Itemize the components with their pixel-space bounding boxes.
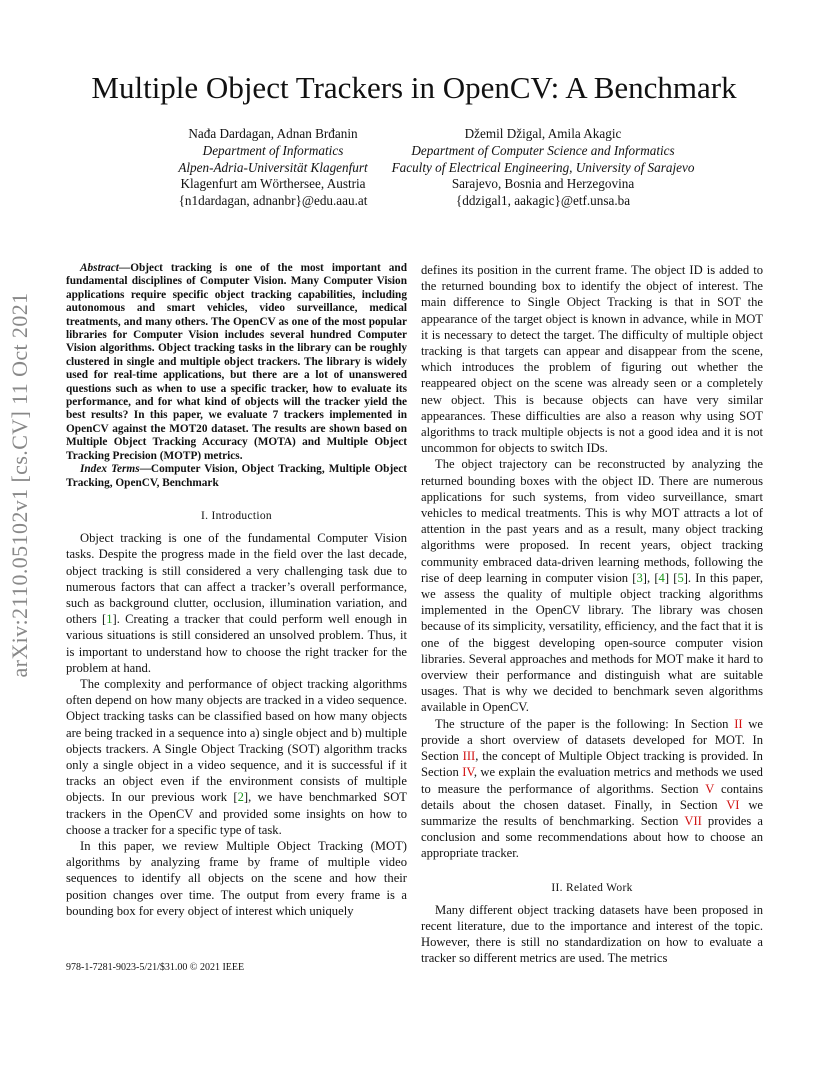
citation-link[interactable]: 3 [636, 570, 643, 585]
section-link[interactable]: III [462, 749, 476, 764]
section-heading-introduction: I. Introduction [201, 509, 272, 522]
section-link[interactable]: VII [684, 813, 702, 828]
index-terms [66, 463, 407, 490]
intro-paragraph: Object tracking is one of the fundamental Computer Vision tasks. Despite the progress made in the field over the last decade, object tracking is still considered a very challenging task due to numerous factors that can affect a tracker’s overall performance, such as background clutter, occlusion, illumination variation, and others [1]. Creating a tracker that could perform well enough in various situations is still considered an unsolved problem. Thus, it is important to understand how to choose the right tracker for the problem at hand. [66, 531, 408, 675]
section-link[interactable]: IV [462, 765, 474, 780]
abstract-label: Abstract [80, 262, 119, 274]
author-institution: Alpen-Adria-Universität Klagenfurt [178, 159, 368, 175]
author-names: Nađa Dardagan, Adnan Brđanin [188, 126, 358, 141]
intro-paragraph: The complexity and performance of object tracking algorithms often depend on how many objects are tracked in a video sequence. Object tracking tasks can be classified based on how many objects are being tracked in a sequence into a) single object and b) multiple objects trackers. A Single Object Tracking (SOT) algorithm tracks only a single object in a video sequence, and it is successful if it tracks an object even if the environment consists of multiple objects. In our previous work [2], we have benchmarked SOT trackers in the OpenCV and provided some insights on how to choose a tracker for a specific type of task. [66, 676, 407, 837]
abstract [66, 262, 407, 463]
intro-paragraph-continued: defines its position in the current frame. The object ID is added to the returned bounding box to identify the object of interest. The main difference to Single Object Tracking is that in SOT the appearance of the target object is known in advance, while in MOT it is necessary to detect the target. The difficulty of multiple object tracking is that targets can appear and disappear from the scene, which introduces the problem of figuring out whether the reappeared object on the scene was already seen or a completely new object. This is because objects can have very similar appearances. These difficulties are also a reason why using SOT algorithms to track multiple objects is not a good idea and it is not uncommon for objects to switch IDs. [421, 263, 763, 456]
intro-paragraph: The structure of the paper is the following: In Section II we provide a short overview of datasets developed for MOT. In Section III, the concept of Multiple Object tracking is provided. In Section IV, we explain the evaluation metrics and methods we used to measure the performance of algorithms. Section V contains details about the chosen dataset. Finally, in Section VI we summarize the results of benchmarking. Section VII provides a conclusion and some recommendations about how to choose an appropriate tracker. [421, 716, 763, 861]
related-work-paragraph: Many different object tracking datasets have been proposed in recent literature, due to the importance and interest of the topic. However, there is still no standardization on how to evaluate a tracker so different metrics are used. The metrics [421, 902, 763, 966]
author-names: Džemil Džigal, Amila Akagic [464, 126, 622, 141]
author-block-2 [363, 126, 723, 210]
author-email: {ddzigal1, aakagic}@etf.unsa.ba [455, 193, 631, 209]
section-heading-related-work: II. Related Work [551, 881, 633, 894]
intro-paragraph: The object trajectory can be reconstructed by analyzing the returned bounding boxes with the object ID. There are numerous applications for such systems, from video surveillance, smart vehicles to medical treatments. This is why MOT attracts a lot of attention in the past years and as a result, many object tracking algorithms were proposed. In recent years, object tracking community embraced data-driven learning methods, following the rise of deep learning in computer vision [3], [4] [5]. In this paper, we assess the quality of multiple object tracking algorithms implemented in the OpenCV library. The library was chosen because of its simplicity, versatility, efficiency, and the fact that it is one of the biggest developing open-source computer vision libraries. Several approaches and methods for MOT make it hard to overview their performance and distinguish what are suitable usages. That is why we decided to benchmark seven algorithms available in OpenCV. [421, 457, 763, 715]
abstract-text: —Object tracking is one of the most important and fundamental disciplines of Computer Vision. Many Computer Vision applications require specific object tracking capabilities, including autonomous and smart vehicles, video surveillance, medical treatments, and many others. The OpenCV as one of the most popular libraries for Computer Vision includes several hundred Computer Vision algorithms. Object tracking tasks in the library can be roughly clustered in single and multiple object trackers. The library is widely used for real-time applications, but there are a lot of unanswered questions such as when to use a specific tracker, how to evaluate its performance, and for what kind of objects will the tracker yield the best results? In this paper, we evaluate 7 trackers implemented in OpenCV against the MOT20 dataset. The results are shown based on Multiple Object Tracking Accuracy (MOTA) and Multiple Object Tracking Precision (MOTP) metrics. [66, 262, 407, 462]
left-column [66, 262, 407, 919]
citation-link[interactable]: 5 [677, 570, 684, 585]
copyright-footnote: 978-1-7281-9023-5/21/$31.00 © 2021 IEEE [66, 962, 245, 973]
section-link[interactable]: V [705, 781, 715, 796]
section-link[interactable]: II [734, 716, 743, 731]
author-institution: Faculty of Electrical Engineering, University of Sarajevo [391, 159, 695, 175]
right-column [421, 262, 763, 967]
intro-paragraph: In this paper, we review Multiple Object Tracking (MOT) algorithms by analyzing frame by frame of multiple video sequences to identify all objects on the scene and how their position changes over time. The output from every frame is a bounding box for every object of interest which uniquely [66, 838, 407, 918]
citation-link[interactable]: 2 [237, 790, 244, 805]
author-location: Sarajevo, Bosnia and Herzegovina [451, 176, 635, 192]
index-terms-text: —Computer Vision, Object Tracking, Multiple Object Tracking, OpenCV, Benchmark [66, 463, 407, 489]
citation-link[interactable]: 4 [658, 570, 665, 585]
arxiv-sidebar-id: arXiv:2110.05102v1 [cs.CV] 11 Oct 2021 [7, 292, 32, 678]
author-department: Department of Computer Science and Informatics [411, 142, 675, 158]
paper-title: Multiple Object Trackers in OpenCV: A Benchmark [91, 70, 737, 105]
author-email: {n1dardagan, adnanbr}@edu.aau.at [178, 193, 368, 209]
author-location: Klagenfurt am Wörthersee, Austria [180, 176, 366, 192]
citation-link[interactable]: 1 [106, 612, 113, 627]
index-terms-label: Index Terms [80, 463, 140, 476]
section-link[interactable]: VI [726, 797, 740, 812]
author-department: Department of Informatics [202, 142, 344, 158]
